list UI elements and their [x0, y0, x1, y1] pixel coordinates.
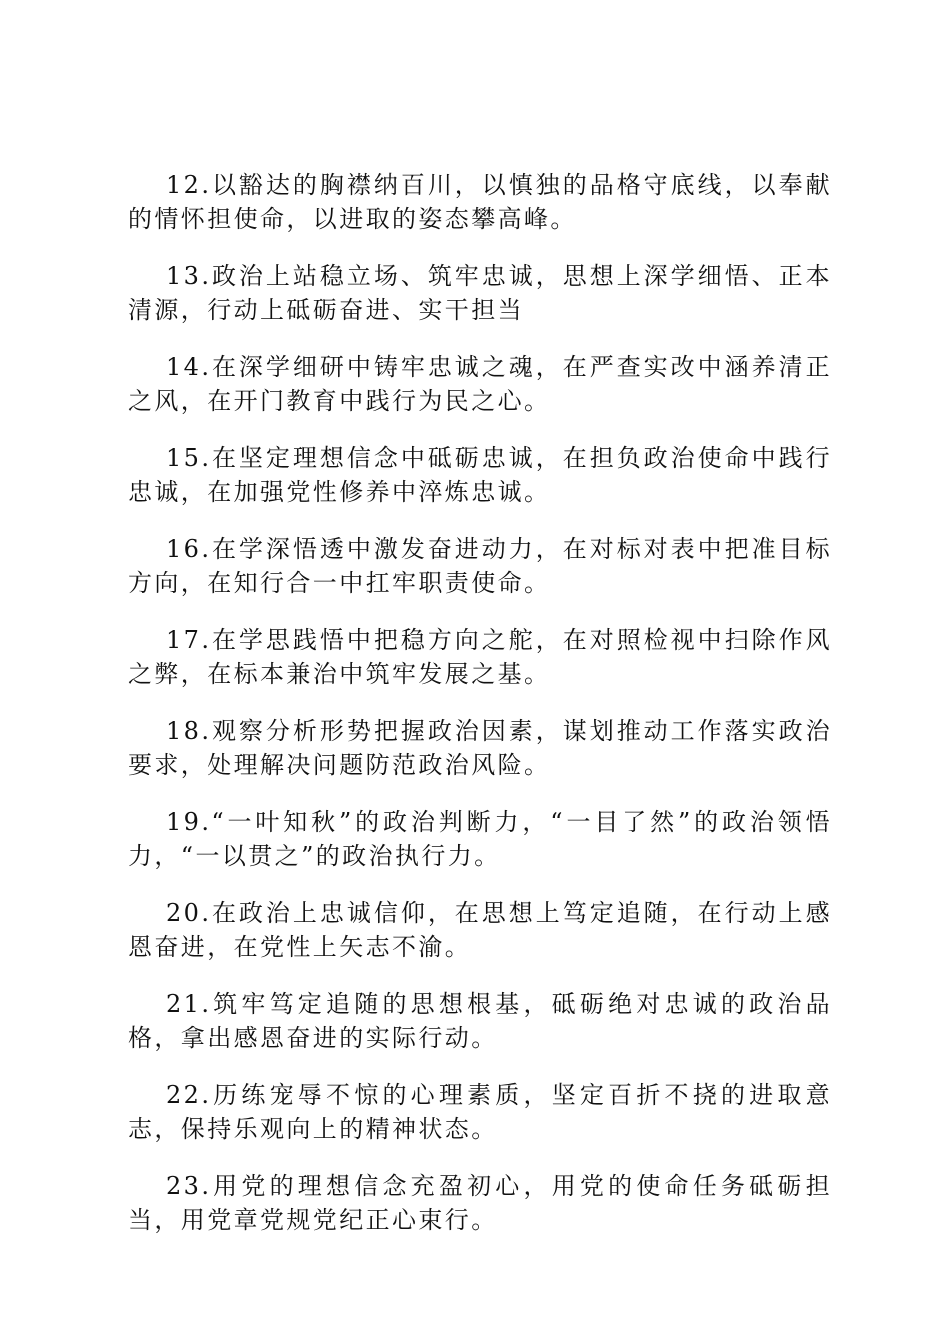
paragraph-22: 22.历练宠辱不惊的心理素质，坚定百折不挠的进取意志，保持乐观向上的精神状态。: [128, 1081, 832, 1143]
paragraph-21: 21.筑牢笃定追随的思想根基，砥砺绝对忠诚的政治品格，拿出感恩奋进的实际行动。: [128, 990, 832, 1052]
paragraph-14: 14.在深学细研中铸牢忠诚之魂，在严查实改中涵养清正之风，在开门教育中践行为民之心。: [128, 353, 832, 415]
paragraph-18: 18.观察分析形势把握政治因素，谋划推动工作落实政治要求，处理解决问题防范政治风险。: [128, 717, 832, 779]
paragraph-13: 13.政治上站稳立场、筑牢忠诚，思想上深学细悟、正本清源，行动上砥砺奋进、实干担当: [128, 262, 832, 324]
document-body: [128, 168, 832, 1260]
paragraph-17: 17.在学思践悟中把稳方向之舵，在对照检视中扫除作风之弊，在标本兼治中筑牢发展之基。: [128, 626, 832, 688]
paragraph-16: 16.在学深悟透中激发奋进动力，在对标对表中把准目标方向，在知行合一中扛牢职责使命。: [128, 535, 832, 597]
paragraph-23: 23.用党的理想信念充盈初心，用党的使命任务砥砺担当，用党章党规党纪正心束行。: [128, 1172, 832, 1234]
paragraph-20: 20.在政治上忠诚信仰，在思想上笃定追随，在行动上感恩奋进，在党性上矢志不渝。: [128, 899, 832, 961]
paragraph-15: 15.在坚定理想信念中砥砺忠诚，在担负政治使命中践行忠诚，在加强党性修养中淬炼忠诚。: [128, 444, 832, 506]
paragraph-19: 19.“一叶知秋”的政治判断力，“一目了然”的政治领悟力，“一以贯之”的政治执行力。: [128, 808, 832, 870]
paragraph-12: 12.以豁达的胸襟纳百川，以慎独的品格守底线，以奉献的情怀担使命，以进取的姿态攀高峰。: [128, 171, 832, 233]
